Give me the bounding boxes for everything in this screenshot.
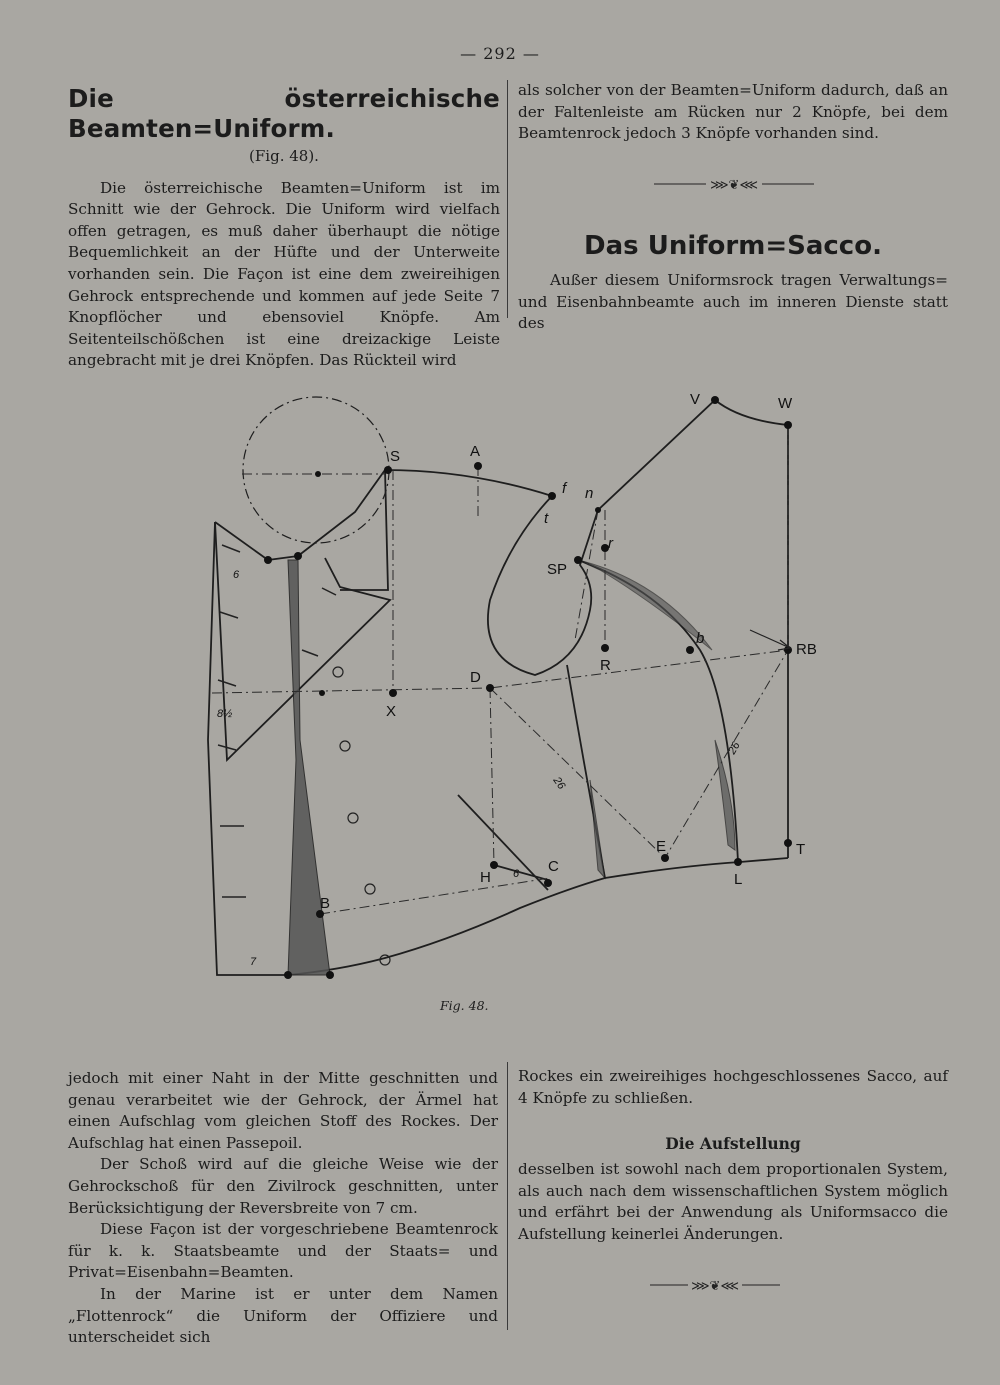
paragraph: Die österreichische Beamten=Uniform ist im Schnitt wie der Gehrock. Die Uniform wird vielfach offen getragen, es muß daher überhaupt die nötige Bequemlichkeit an der Hüfte und der Unterweite vorhanden sein. Die Façon ist eine dem zweireihigen Gehrock entsprechende und kommen auf jede Seite 7 Knopflöcher und ebensoviel Knöpfe. Am Seitenteilschößchen ist eine dreizackige Leiste angebracht mit je drei Knöpfen. Das Rückteil wird bbox=[68, 178, 500, 370]
ornament-glyph: ⋙❦⋘ bbox=[710, 177, 758, 191]
label-6-lapel: 6 bbox=[233, 569, 240, 581]
point bbox=[284, 971, 292, 979]
paragraph: In der Marine ist er unter dem Namen „Flottenrock“ die Uniform der Offiziere und unterscheidet sich bbox=[68, 1284, 498, 1347]
page-number: — 292 — bbox=[460, 44, 540, 63]
label-f: f bbox=[562, 480, 567, 497]
label-S: S bbox=[390, 448, 401, 465]
paragraph: Diese Façon ist der vorgeschriebene Beamtenrock für k. k. Staatsbeamte und der Staats= und Privat=Eisenbahn=Beamten. bbox=[68, 1220, 498, 1282]
point bbox=[601, 644, 609, 652]
button bbox=[348, 813, 358, 823]
label-26-back: 26 bbox=[726, 739, 743, 757]
point bbox=[486, 684, 494, 692]
construction-line bbox=[490, 688, 494, 865]
neck-circle bbox=[243, 397, 389, 543]
point bbox=[384, 466, 392, 474]
section-heading-sacco: Das Uniform=Sacco. bbox=[584, 231, 882, 261]
paragraph: Rockes ein zweireihiges hochgeschlossenes Sacco, auf 4 Knöpfe zu schließen. bbox=[518, 1067, 948, 1107]
subheading-aufstellung: Die Aufstellung bbox=[665, 1134, 801, 1154]
label-r: r bbox=[608, 535, 613, 552]
buttonhole bbox=[220, 612, 238, 618]
left-top-column bbox=[68, 84, 500, 372]
lapel-line bbox=[215, 522, 390, 760]
point bbox=[264, 556, 272, 564]
paragraph: desselben ist sowohl nach dem proportionalen System, als auch nach dem wissenschaftlichen System möglich und erfährt bei der Anwendung als Uniformsacco die Aufstellung keinerlei Änderungen. bbox=[518, 1160, 948, 1243]
point bbox=[544, 879, 552, 887]
construction-line bbox=[320, 878, 550, 914]
waist-line bbox=[494, 865, 548, 880]
left-bottom-column bbox=[68, 1068, 498, 1349]
point bbox=[661, 854, 669, 862]
point bbox=[784, 839, 792, 847]
point bbox=[711, 396, 719, 404]
collar-line bbox=[298, 470, 388, 590]
paragraph: jedoch mit einer Naht in der Mitte geschnitten und genau verarbeitet wie der Gehrock, der Ärmel hat einen Aufschlag vom gleichen Stoff des Rockes. Der Aufschlag hat einen Passepoil. bbox=[68, 1069, 498, 1152]
paragraph: als solcher von der Beamten=Uniform dadurch, daß an der Faltenleiste am Rücken nur 2 Knöpfe, bei dem Beamtenrock jedoch 3 Knöpfe vorhanden sind. bbox=[518, 81, 948, 143]
point bbox=[315, 471, 321, 477]
section-heading-uniform: Die österreichische Beamten=Uniform. bbox=[68, 84, 500, 143]
point bbox=[319, 690, 325, 696]
label-X: X bbox=[386, 703, 397, 720]
arrow bbox=[750, 630, 790, 650]
armhole bbox=[488, 496, 598, 675]
pattern-figure bbox=[190, 375, 850, 995]
label-b: b bbox=[696, 630, 705, 647]
label-C: C bbox=[548, 858, 559, 875]
figure-reference: (Fig. 48). bbox=[249, 147, 319, 165]
point bbox=[474, 462, 482, 470]
buttonhole bbox=[218, 680, 236, 686]
label-W: W bbox=[778, 395, 793, 412]
label-R: R bbox=[600, 657, 611, 674]
label-V: V bbox=[690, 391, 701, 408]
shoulder-seam bbox=[385, 470, 552, 496]
right-top-column bbox=[518, 80, 948, 145]
ornament-divider-top bbox=[654, 177, 814, 191]
label-t: t bbox=[544, 510, 549, 527]
label-8-half: 8½ bbox=[217, 708, 233, 720]
column-rule-top bbox=[507, 80, 508, 318]
figure-caption: Fig. 48. bbox=[440, 998, 489, 1013]
point bbox=[686, 646, 694, 654]
right-bottom-column bbox=[518, 1066, 948, 1246]
point bbox=[734, 858, 742, 866]
button bbox=[340, 741, 350, 751]
buttonhole bbox=[222, 545, 240, 552]
paragraph: Außer diesem Uniformsrock tragen Verwaltungs= und Eisenbahnbeamte auch im inneren Dienste statt des bbox=[518, 271, 948, 333]
label-SP: SP bbox=[547, 561, 568, 578]
ornament-divider-bottom bbox=[650, 1278, 780, 1292]
label-L: L bbox=[734, 871, 743, 888]
label-B: B bbox=[320, 895, 331, 912]
button bbox=[333, 667, 343, 677]
label-T: T bbox=[796, 841, 806, 858]
point bbox=[294, 552, 302, 560]
side-dart-shade bbox=[590, 780, 605, 878]
point bbox=[490, 861, 498, 869]
label-26-front: 26 bbox=[550, 774, 568, 792]
right-top-column-continued bbox=[518, 230, 948, 335]
label-H: H bbox=[480, 869, 491, 886]
point bbox=[326, 971, 334, 979]
column-rule-bottom bbox=[507, 1062, 508, 1330]
label-RB: RB bbox=[796, 641, 817, 658]
button bbox=[380, 955, 390, 965]
point bbox=[595, 507, 601, 513]
buttonhole bbox=[322, 588, 336, 595]
ornament-glyph: ⋙❦⋘ bbox=[691, 1278, 739, 1292]
point bbox=[548, 492, 556, 500]
button bbox=[365, 884, 375, 894]
point bbox=[784, 421, 792, 429]
label-E: E bbox=[656, 838, 667, 855]
label-A: A bbox=[470, 443, 481, 460]
point bbox=[574, 556, 582, 564]
label-D: D bbox=[470, 669, 481, 686]
label-n: n bbox=[585, 485, 594, 502]
buttonhole bbox=[302, 650, 318, 656]
point bbox=[389, 689, 397, 697]
paragraph: Der Schoß wird auf die gleiche Weise wie der Gehrockschoß für den Zivilrock geschnitten, unter Berücksichtigung der Reversbreite von 7 cm. bbox=[68, 1155, 498, 1217]
label-7: 7 bbox=[250, 956, 257, 968]
label-6-h: 6 bbox=[513, 868, 520, 880]
shoulder-dart-shade bbox=[578, 560, 712, 650]
construction-line bbox=[490, 650, 788, 858]
